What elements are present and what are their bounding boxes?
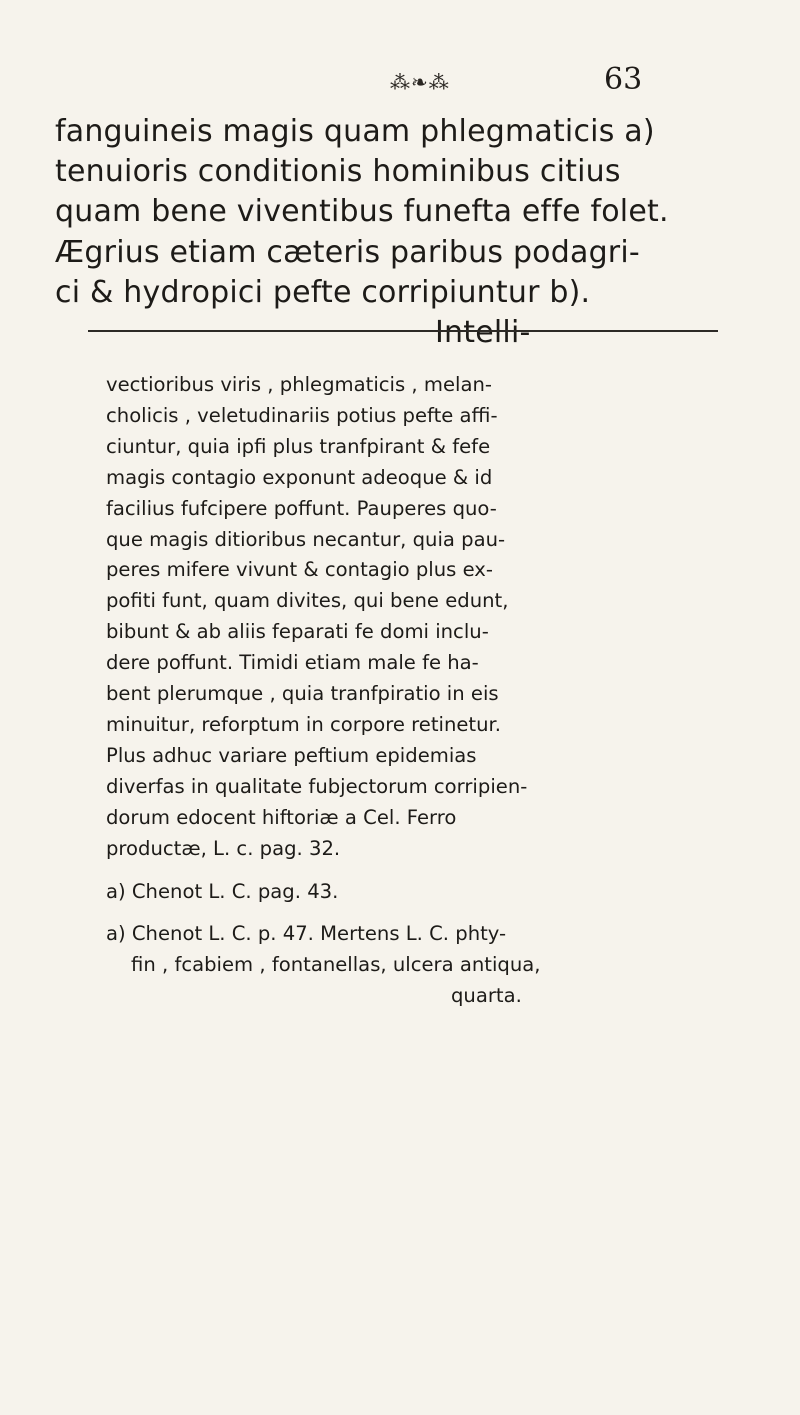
main-catchword: Intelli- xyxy=(435,315,531,351)
footnote-line: productæ, L. c. pag. 32. xyxy=(106,836,341,860)
footnote-line: dere poffunt. Timidi etiam male fe ha- xyxy=(106,651,479,675)
footnote-line: bibunt & ab aliis feparati fe domi inclu- xyxy=(106,620,489,644)
footnote-spacer xyxy=(106,907,746,919)
footnote-catchword: quarta. xyxy=(451,984,522,1008)
footnote-line: minuitur, reforptum in corpore retinetur. xyxy=(106,712,502,736)
footnote-line: Plus adhuc variare peftium epidemias xyxy=(106,743,477,767)
footnote-line: cholicis , veletudinariis potius pefte affi- xyxy=(106,403,498,427)
footnote-spacer xyxy=(106,865,746,877)
footnote-line: peres mifere vivunt & contagio plus ex- xyxy=(106,558,493,582)
footnote-separator-rule xyxy=(88,330,718,332)
footnote-line: dorum edocent hiftoriæ a Cel. Ferro xyxy=(106,805,457,829)
footnote-line: facilius fufcipere poffunt. Pauperes quo- xyxy=(106,496,497,520)
footnotes-block xyxy=(106,370,746,1012)
footnote-line: pofiti funt, quam divites, qui bene edunt, xyxy=(106,589,509,613)
page-header xyxy=(0,62,800,102)
footnote-line: diverfas in qualitate fubjectorum corripien- xyxy=(106,774,528,798)
footnote-a: a) Chenot L. C. pag. 43. xyxy=(106,879,339,903)
main-text-line: tenuioris conditionis hominibus citius xyxy=(55,154,621,190)
main-text-line: fanguineis magis quam phlegmaticis a) xyxy=(55,114,655,149)
main-text-line: Ægrius etiam cæteris paribus podagri- xyxy=(55,234,640,270)
main-text-block xyxy=(55,112,745,353)
footnote-line: vectioribus viris , phlegmaticis , melan- xyxy=(106,373,492,396)
footnote-b-line: a) Chenot L. C. p. 47. Mertens L. C. phty- xyxy=(106,922,507,946)
footnote-line: que magis ditioribus necantur, quia pau- xyxy=(106,527,506,551)
footnote-line: bent plerumque , quia tranfpiratio in eis xyxy=(106,682,499,706)
footnote-b-line: fin , fcabiem , fontanellas, ulcera antiqua, xyxy=(131,953,541,977)
main-text-line: quam bene viventibus funefta effe folet. xyxy=(55,194,669,230)
header-ornament: ⁂❧⁂ xyxy=(390,70,450,94)
main-text-line: ci & hydropici pefte corripiuntur b). xyxy=(55,274,591,310)
footnote-line: magis contagio exponunt adeoque & id xyxy=(106,465,493,489)
page-number: 63 xyxy=(604,62,643,97)
footnote-line: ciuntur, quia ipfi plus tranfpirant & fefe xyxy=(106,434,491,458)
